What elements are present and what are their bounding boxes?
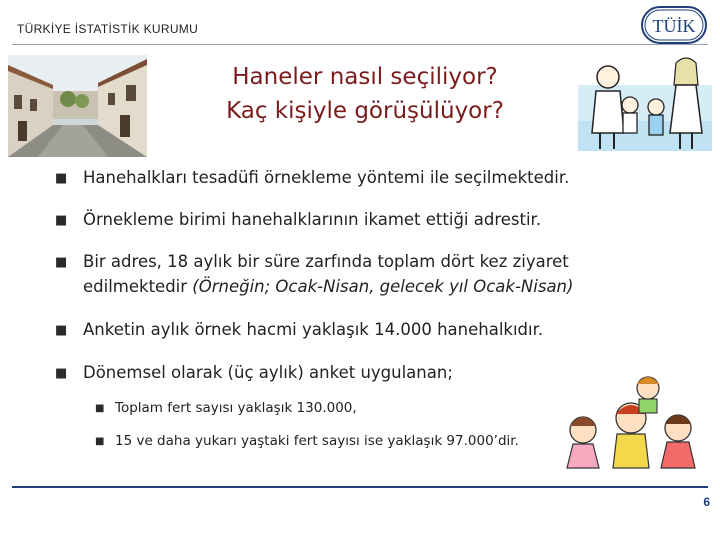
- bullet-text: Hanehalkları tesadüfi örnekleme yöntemi ile seçilmektedir.: [83, 168, 570, 187]
- header-divider: [12, 44, 708, 45]
- square-bullet-icon: ■: [55, 323, 68, 338]
- bullet-item: [55, 360, 545, 385]
- sub-bullet-item: [95, 431, 565, 451]
- square-bullet-icon: ■: [95, 403, 105, 414]
- square-bullet-icon: ■: [55, 255, 68, 270]
- title-line-2: Kaç kişiyle görüşülüyor?: [226, 98, 504, 124]
- title-line-1: Haneler nasıl seçiliyor?: [232, 64, 498, 90]
- bullet-text: Anketin aylık örnek hacmi yaklaşık 14.000 hanehalkıdır.: [83, 320, 544, 339]
- footer-divider: [12, 486, 708, 488]
- page-number: 6: [703, 495, 710, 509]
- sub-bullet-item: [95, 398, 565, 418]
- children-clipart: [553, 368, 711, 474]
- bullet-item: [55, 317, 655, 342]
- square-bullet-icon: ■: [55, 366, 68, 381]
- bullet-text: Örnekleme birimi hanehalklarının ikamet ettiği adrestir.: [83, 210, 542, 229]
- logo-text: TÜİK: [652, 16, 696, 36]
- sub-bullet-text: Toplam fert sayısı yaklaşık 130.000,: [115, 400, 357, 416]
- family-clipart: [578, 55, 712, 151]
- street-photo: [8, 55, 147, 157]
- bullet-text: Bir adres, 18 aylık bir süre zarfında toplam dört kez ziyaret edilmektedir: [83, 252, 569, 296]
- bullet-item: [55, 249, 615, 299]
- square-bullet-icon: ■: [55, 213, 68, 228]
- tuik-logo: [641, 5, 707, 45]
- organization-name: TÜRKİYE İSTATİSTİK KURUMU: [17, 22, 199, 36]
- bullet-text: Dönemsel olarak (üç aylık) anket uygulanan;: [83, 363, 453, 382]
- square-bullet-icon: ■: [55, 171, 68, 186]
- bullet-item: [55, 165, 655, 190]
- slide-title: [150, 60, 580, 128]
- bullet-item: [55, 207, 655, 232]
- square-bullet-icon: ■: [95, 436, 105, 447]
- bullet-example-text: (Örneğin; Ocak-Nisan, gelecek yıl Ocak-Nisan): [192, 277, 574, 296]
- sub-bullet-text: 15 ve daha yukarı yaştaki fert sayısı ise yaklaşık 97.000’dir.: [115, 433, 519, 449]
